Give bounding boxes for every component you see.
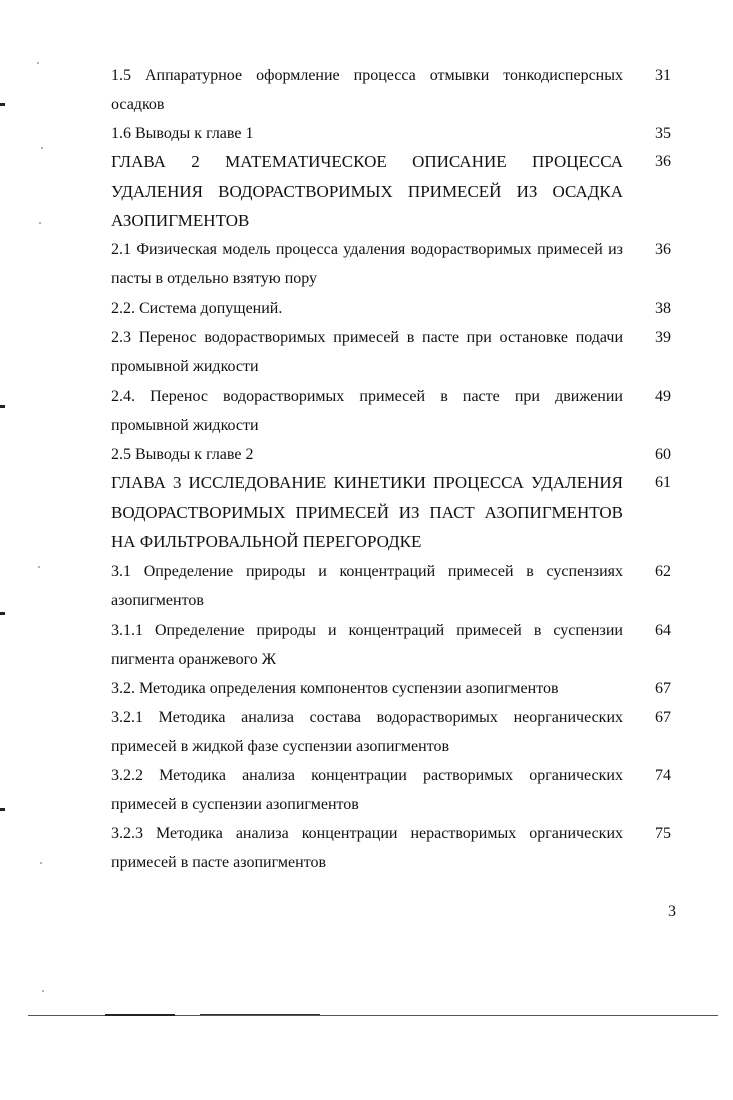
toc-entry-3-2-1 <box>111 703 671 761</box>
toc-entry-title: 2.4. Перенос водорастворимых примесей в пасте при движении промывной жидкости <box>111 388 623 434</box>
toc-entry-page: 49 <box>655 388 671 405</box>
toc-entry-2-5 <box>111 440 671 469</box>
page-number: 3 <box>668 903 676 920</box>
toc-chapter-3 <box>111 468 671 557</box>
toc-entry-title: 2.5 Выводы к главе 2 <box>111 446 254 463</box>
scan-edge-mark <box>0 612 5 615</box>
toc-entry-title: ГЛАВА 2 МАТЕМАТИЧЕСКОЕ ОПИСАНИЕ ПРОЦЕССА УДАЛЕНИЯ ВОДОРАСТВОРИМЫХ ПРИМЕСЕЙ ИЗ ОСАДКА АЗОПИГМЕНТОВ <box>111 152 623 230</box>
toc-entry-3-1-1 <box>111 616 671 674</box>
toc-entry-2-2 <box>111 294 671 323</box>
toc-entry-title: 3.2.1 Методика анализа состава водорастворимых неорганических примесей в жидкой фазе суспензии азопигментов <box>111 709 623 755</box>
toc-entry-title: 3.2.2 Методика анализа концентрации растворимых органических примесей в суспензии азопигментов <box>111 767 623 813</box>
toc-entry-page: 36 <box>655 153 671 170</box>
toc-entry-title: 3.2. Методика определения компонентов суспензии азопигментов <box>111 680 559 697</box>
scan-edge-mark <box>0 103 5 106</box>
toc-entry-3-2 <box>111 674 671 703</box>
toc-entry-1-5 <box>111 61 671 119</box>
toc-entry-3-1 <box>111 557 671 615</box>
toc-entry-1-6 <box>111 119 671 148</box>
toc-entry-page: 74 <box>655 767 671 784</box>
toc-entry-page: 67 <box>655 709 671 726</box>
toc-entry-page: 60 <box>655 446 671 463</box>
toc-entry-title: ГЛАВА 3 ИССЛЕДОВАНИЕ КИНЕТИКИ ПРОЦЕССА УДАЛЕНИЯ ВОДОРАСТВОРИМЫХ ПРИМЕСЕЙ ИЗ ПАСТ АЗОПИГМЕНТОВ НА ФИЛЬТРОВАЛЬНОЙ ПЕРЕГОРОДКЕ <box>111 473 623 551</box>
toc-entry-page: 67 <box>655 680 671 697</box>
toc-entry-title: 1.6 Выводы к главе 1 <box>111 125 254 142</box>
toc-entry-page: 31 <box>655 67 671 84</box>
toc-entry-3-2-2 <box>111 761 671 819</box>
toc-entry-page: 64 <box>655 622 671 639</box>
toc-entry-title: 2.1 Физическая модель процесса удаления водорастворимых примесей из пасты в отдельно взятую пору <box>111 241 623 287</box>
scan-edge-mark <box>0 405 5 408</box>
scan-bottom-rule <box>105 1014 175 1016</box>
toc-entry-2-3 <box>111 323 671 381</box>
toc-entry-page: 62 <box>655 563 671 580</box>
toc-chapter-2 <box>111 147 671 236</box>
toc-entry-page: 38 <box>655 300 671 317</box>
scan-speck <box>42 990 44 992</box>
scan-speck <box>38 566 40 568</box>
toc-entry-3-2-3 <box>111 819 671 877</box>
toc-entry-page: 36 <box>655 241 671 258</box>
toc-entry-title: 1.5 Аппаратурное оформление процесса отмывки тонкодисперсных осадков <box>111 67 623 113</box>
toc-entry-page: 35 <box>655 125 671 142</box>
toc-entry-2-4 <box>111 382 671 440</box>
scan-speck <box>37 62 39 64</box>
scan-speck <box>41 147 43 149</box>
scan-edge-mark <box>0 808 5 811</box>
toc-entry-title: 3.1.1 Определение природы и концентраций примесей в суспензии пигмента оранжевого Ж <box>111 622 623 668</box>
toc-entry-title: 2.2. Система допущений. <box>111 300 283 317</box>
toc-entry-page: 61 <box>655 474 671 491</box>
toc-entry-page: 39 <box>655 329 671 346</box>
toc-entry-2-1 <box>111 235 671 293</box>
toc-entry-title: 3.1 Определение природы и концентраций примесей в суспензиях азопигментов <box>111 563 623 609</box>
scan-speck <box>39 222 41 224</box>
scan-speck <box>40 862 42 864</box>
scan-bottom-rule <box>200 1014 320 1015</box>
toc-entry-title: 3.2.3 Методика анализа концентрации нерастворимых органических примесей в пасте азопигментов <box>111 825 623 871</box>
toc-entry-title: 2.3 Перенос водорастворимых примесей в пасте при остановке подачи промывной жидкости <box>111 329 623 375</box>
toc-entry-page: 75 <box>655 825 671 842</box>
